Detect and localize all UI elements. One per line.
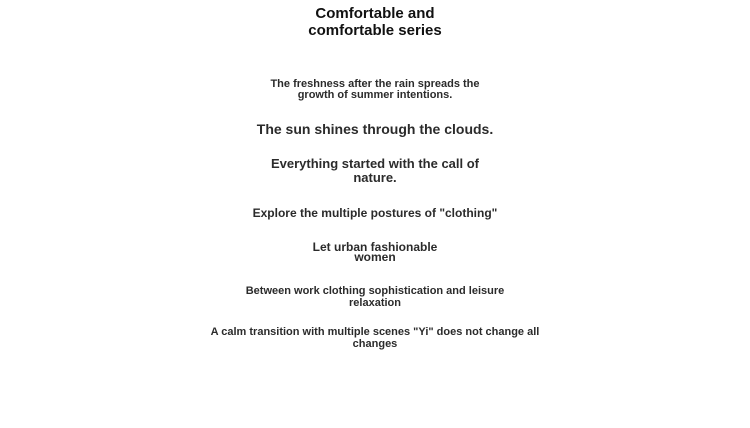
text-line-urban-women: Let urban fashionable women [312,240,438,264]
text-line-sun: The sun shines through the clouds. [256,121,494,137]
text-line-rain: The freshness after the rain spreads the growth of summer intentions. [270,78,480,101]
series-title: Comfortable and comfortable series [308,5,442,39]
text-line-work-leisure: Between work clothing sophistication and leisure relaxation [245,285,505,309]
text-line-nature: Everything started with the call of nature. [270,156,480,185]
text-line-clothing: Explore the multiple postures of "clothing" [252,206,498,220]
text-line-transition: A calm transition with multiple scenes "Yi" does not change all changes [210,326,540,350]
